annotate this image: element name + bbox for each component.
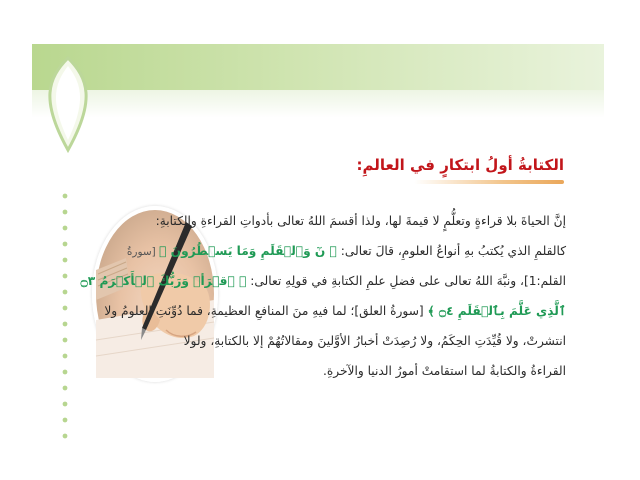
- line-text: [سورةُ العلق]؛ لما فيهِ منَ المنافعِ العظيمةِ، فما دُوِّنَتِ العلومُ ولا: [104, 304, 428, 318]
- line-text: القلم:1]، ونبَّهَ اللهُ تعالى على فضلِ علمِ الكتابةِ في قولِهِ تعالى:: [246, 274, 566, 288]
- line-text: القراءةُ والكتابةُ لما استقامتْ أمورُ الدنيا والآخرةِ.: [322, 364, 566, 378]
- body-paragraph: [80, 206, 566, 386]
- top-green-banner: [32, 44, 604, 90]
- surah-reference: [سورةُ: [126, 246, 160, 258]
- quran-verse: ﴿ ٱقۡرَأۡ وَرَبُّكَ ٱلۡأَكۡرَمُ ۝٣: [80, 274, 247, 288]
- line-text: انتشرتْ، ولا قُيِّدَتِ الحِكَمُ، ولا رُصِدَتْ أخبارُ الأوَّلينَ ومقالاتُهُمْ إلا بالكتابةِ، ولولا: [183, 334, 566, 348]
- quran-verse: ٱلَّذِي عَلَّمَ بِٱلۡقَلَمِ ۝٤ ﴾: [427, 304, 566, 318]
- line-text: إنَّ الحياةَ بلا قراءةٍ وتعلُّمٍ لا قيمةَ لها، ولذا أقسمَ اللهُ تعالى بأدواتِ القراءةِ والكتابةِ:: [155, 214, 566, 228]
- text-line: [80, 266, 566, 296]
- section-heading: الكتابةُ أولُ ابتكارٍ في العالمِ:: [356, 156, 564, 174]
- text-line: [155, 206, 566, 236]
- dotted-ornament-icon: [60, 190, 70, 450]
- banner-fade: [32, 90, 604, 118]
- quran-verse: ﴿ نٓ وَٱلۡقَلَمِ وَمَا يَسۡطُرُونَ ﴾: [159, 244, 337, 258]
- text-line: [183, 326, 566, 356]
- line-text: كالقلمِ الذي يُكتبُ بهِ أنواعُ العلومِ، قالَ تعالى:: [336, 244, 566, 258]
- leaf-ornament-icon: [38, 56, 98, 152]
- text-line: [126, 236, 566, 266]
- heading-underline: [414, 180, 564, 184]
- text-line: [104, 296, 566, 326]
- text-line: [218, 356, 566, 386]
